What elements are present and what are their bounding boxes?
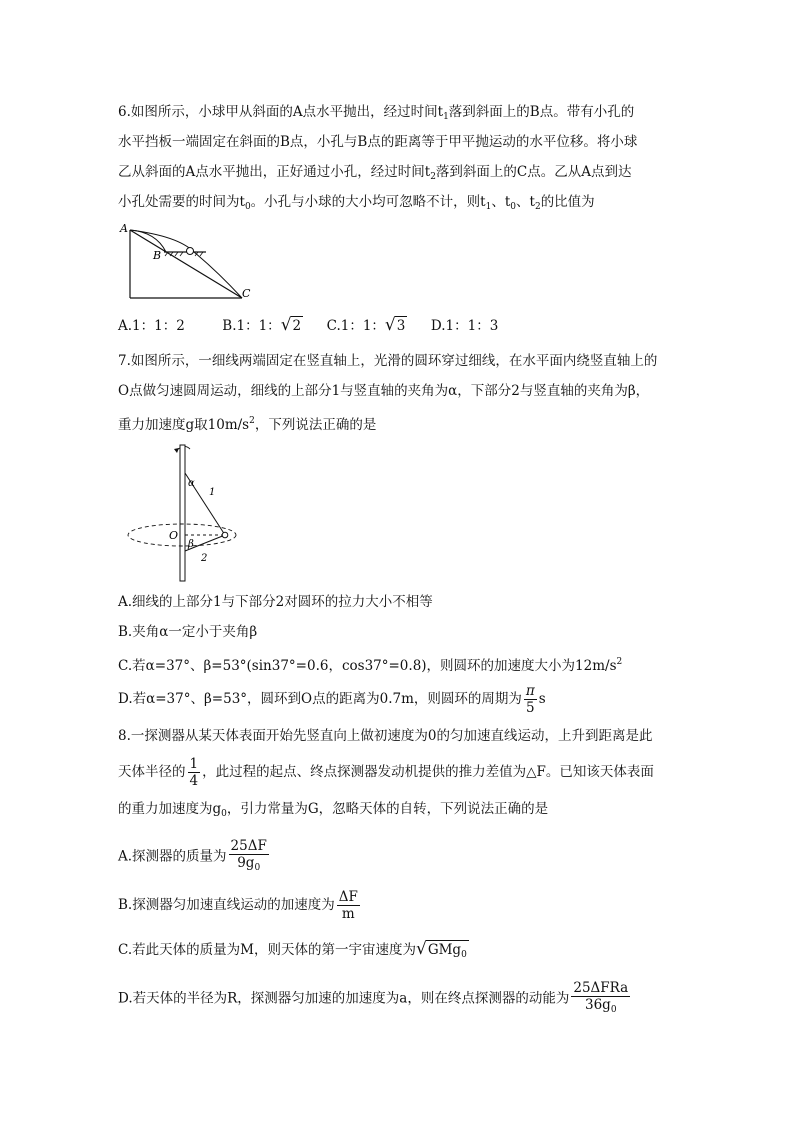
q7-line-1: 7.如图所示，一细线两端固定在竖直轴上，光滑的圆环穿过细线，在水平面内绕竖直轴上的 bbox=[118, 353, 658, 369]
q7-line-3: 重力加速度g取$10m/s^2$，下列说法正确的是 bbox=[118, 416, 377, 433]
q6-options bbox=[118, 316, 531, 335]
q7-label-2: 2 bbox=[201, 553, 208, 564]
q8-option-d[interactable]: D.若天体的半径为R，探测器匀加速的加速度为a，则在终点探测器的动能为 $\frac{\text{25ΔFRa}}{36g_0}$ bbox=[118, 980, 629, 1015]
q6-option-b[interactable]: B.1：1：√2 bbox=[222, 315, 302, 335]
q7-rotating-ring-figure bbox=[124, 443, 244, 583]
q8-line-3: 的重力加速度为$g_0$，引力常量为G，忽略天体的自转，下列说法正确的是 bbox=[118, 801, 549, 819]
q6-line-2: 水平挡板一端固定在斜面的B点，小孔与B点的距离等于甲平抛运动的水平位移。将小球 bbox=[118, 134, 638, 150]
q6-label-c: C bbox=[242, 287, 251, 300]
q7-option-d[interactable]: D.若α=37°、β=53°，圆环到O点的距离为0.7m，则圆环的周期为 $\frac{\pi}{5}$ s bbox=[118, 683, 546, 716]
q7-label-alpha: α bbox=[188, 478, 195, 489]
q6-line-4: 小孔处需要的时间为$t_0$。小孔与小球的大小均可忽略不计，则$t_1$、$t_0$、$t_2$的比值为 bbox=[118, 194, 595, 212]
q8-option-c[interactable]: C.若此天体的质量为M，则天体的第一宇宙速度为√GMg$_0$ bbox=[118, 940, 469, 964]
q7-line-2: O点做匀速圆周运动，细线的上部分1与竖直轴的夹角为α，下部分2与竖直轴的夹角为β， bbox=[118, 383, 650, 399]
q8-option-b[interactable]: B.探测器匀加速直线运动的加速度为 $\frac{\Delta F}{m}$ bbox=[118, 889, 358, 922]
q6-option-a[interactable]: A.1：1：2 bbox=[118, 318, 185, 334]
q6-line-1: 6.如图所示，小球甲从斜面的A点水平抛出，经过时间$t_1$落到斜面上的B点。带有小孔的 bbox=[118, 104, 635, 122]
q7-label-beta: β bbox=[188, 539, 194, 550]
q8-line-2: 天体半径的 $\frac{1}{4}$ ，此过程的起点、终点探测器发动机提供的推力差值为△F。已知该天体表面 bbox=[118, 756, 654, 789]
q7-option-a[interactable]: A.细线的上部分1与下部分2对圆环的拉力大小不相等 bbox=[118, 594, 433, 610]
q7-option-c[interactable]: C.若α=37°、β=53°(sin37°=0.6，cos37°=0.8)，则圆环的加速度大小为$12m/s^2$ bbox=[118, 657, 623, 674]
q8-option-a[interactable]: A.探测器的质量为 $\frac{25\Delta F}{9g_0}$ bbox=[118, 838, 267, 873]
q6-label-b: B bbox=[153, 249, 162, 262]
q8-line-1: 8.一探测器从某天体表面开始先竖直向上做初速度为0的匀加速直线运动，上升到距离是此 bbox=[118, 728, 653, 744]
q7-option-b[interactable]: B.夹角α一定小于夹角β bbox=[118, 624, 258, 640]
q6-label-a: A bbox=[120, 222, 128, 235]
q6-incline-figure bbox=[118, 222, 258, 302]
q7-label-1: 1 bbox=[209, 487, 216, 498]
q6-option-c[interactable]: C.1：1：√3 bbox=[326, 315, 406, 335]
q6-option-d[interactable]: D.1：1：3 bbox=[430, 318, 499, 334]
q7-label-o: O bbox=[169, 529, 179, 542]
q6-line-3: 乙从斜面的A点水平抛出，正好通过小孔，经过时间$t_2$落到斜面上的C点。乙从A点到达 bbox=[118, 164, 632, 182]
